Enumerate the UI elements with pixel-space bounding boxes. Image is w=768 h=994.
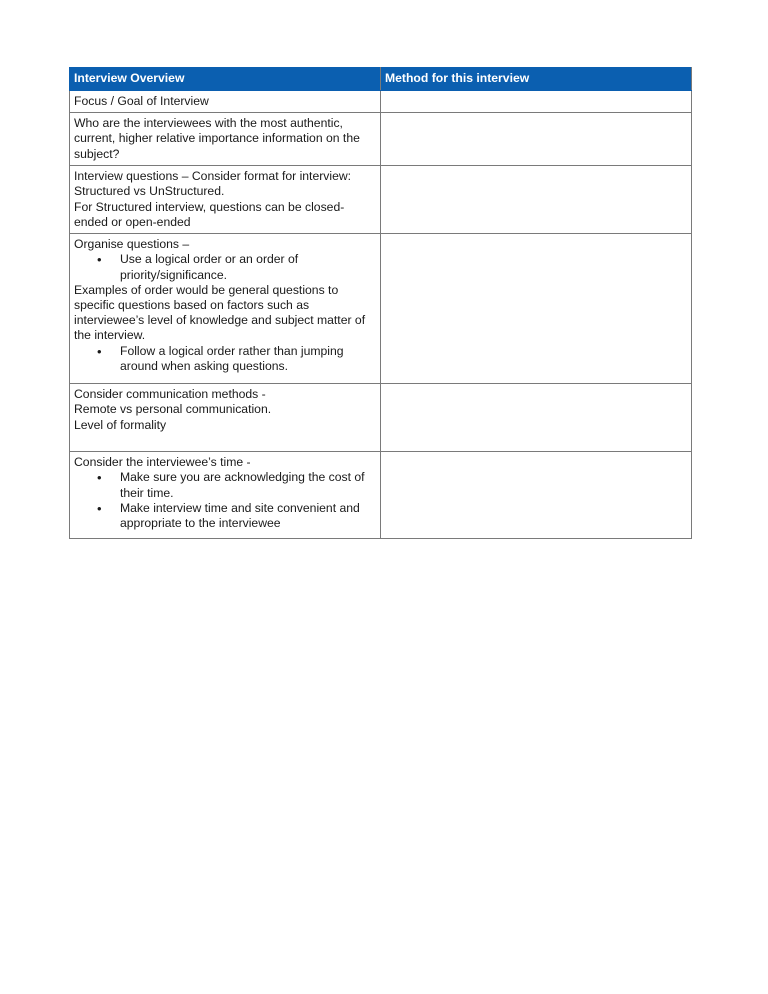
overview-cell-focus-goal	[70, 91, 381, 113]
method-cell[interactable]	[381, 91, 692, 113]
overview-text: Level of formality	[74, 417, 167, 432]
overview-text: Structured vs UnStructured.	[74, 184, 225, 199]
method-cell[interactable]	[381, 113, 692, 166]
overview-cell-communication-methods	[70, 384, 381, 452]
method-cell[interactable]	[381, 166, 692, 234]
overview-text: Consider the interviewee’s time -	[74, 455, 251, 470]
overview-text: Interview questions – Consider format for interview:	[74, 169, 352, 184]
bullet-list	[74, 252, 376, 282]
overview-text: Organise questions –	[74, 237, 190, 252]
bullet-item: • Use a logical order or an order of priority/significance.	[74, 252, 376, 282]
bullet-list	[74, 470, 376, 531]
bullet-list	[74, 344, 376, 374]
table-row	[70, 91, 692, 113]
method-cell[interactable]	[381, 384, 692, 452]
overview-text: Focus / Goal of Interview	[74, 94, 209, 108]
overview-cell-interviewees	[70, 113, 381, 166]
header-method-for-this-interview: Method for this interview	[381, 68, 692, 91]
bullet-item: • Follow a logical order rather than jumping around when asking questions.	[74, 344, 376, 374]
bullet-item: • Make sure you are acknowledging the cost of their time.	[74, 470, 376, 500]
table-row	[70, 452, 692, 539]
table-row	[70, 234, 692, 384]
table-row	[70, 166, 692, 234]
bullet-item: • Make interview time and site convenient and appropriate to the interviewee	[74, 501, 376, 531]
overview-text: Remote vs personal communication.	[74, 402, 272, 417]
overview-text: For Structured interview, questions can be closed-ended or open-ended	[74, 199, 345, 229]
table-row	[70, 113, 692, 166]
overview-cell-interview-questions	[70, 166, 381, 234]
overview-text: Consider communication methods -	[74, 387, 266, 402]
method-cell[interactable]	[381, 452, 692, 539]
overview-text: Who are the interviewees with the most authentic, current, higher relative importance information on the subject?	[74, 116, 360, 161]
table-header-row	[70, 68, 692, 91]
table-row	[70, 384, 692, 452]
interview-overview-table	[69, 67, 692, 539]
overview-text: Examples of order would be general questions to specific questions based on factors such as interviewee’s level of knowledge and subject matter of the interview.	[74, 282, 366, 343]
header-interview-overview: Interview Overview	[70, 68, 381, 91]
overview-cell-organise-questions	[70, 234, 381, 384]
method-cell[interactable]	[381, 234, 692, 384]
overview-cell-interviewee-time	[70, 452, 381, 539]
